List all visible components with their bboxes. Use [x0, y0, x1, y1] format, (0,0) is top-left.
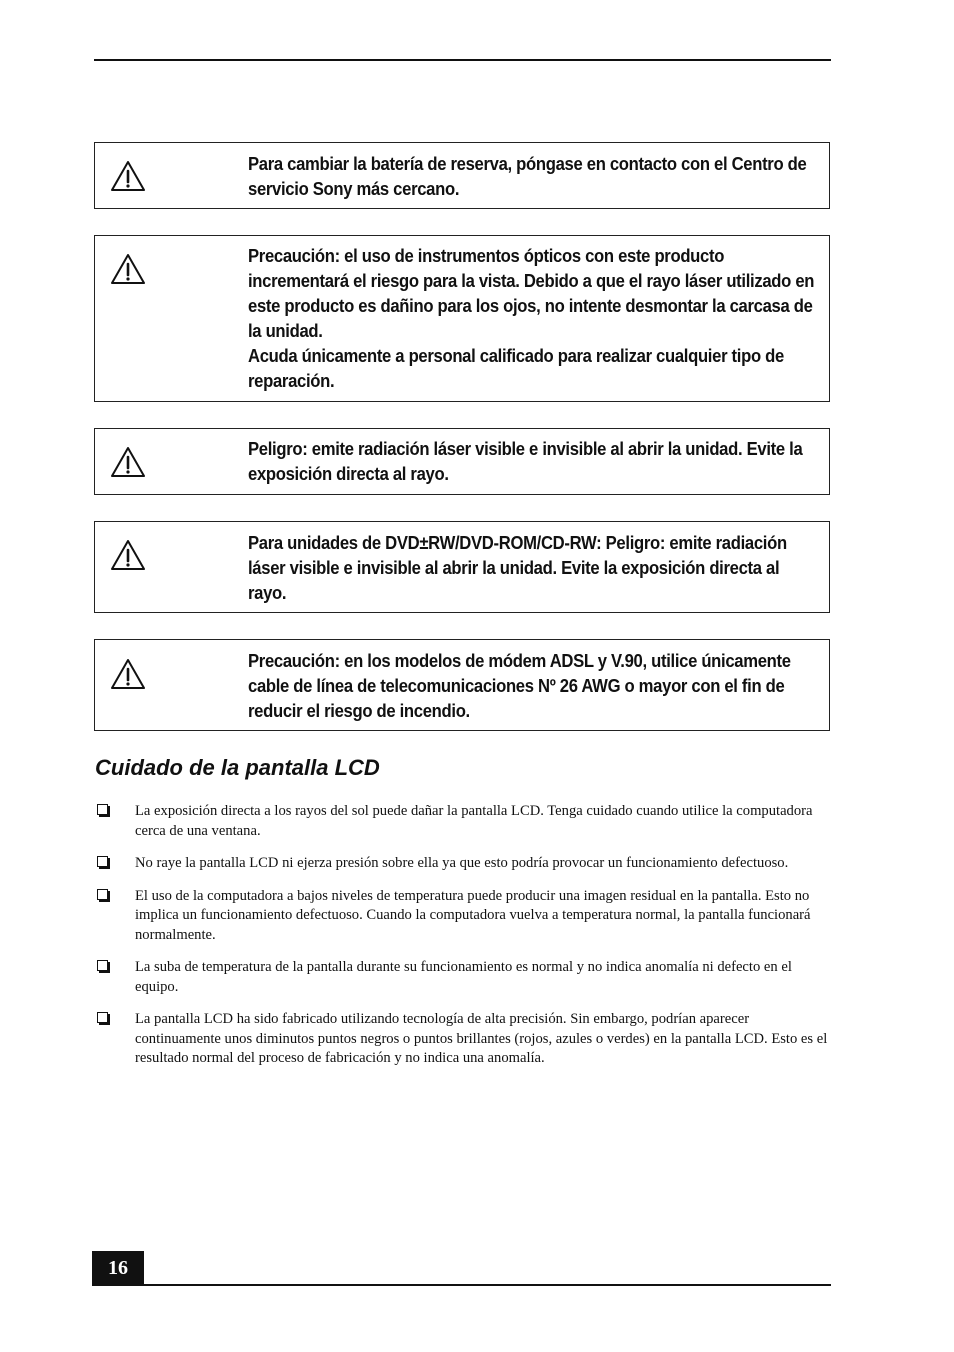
warning-triangle-icon [110, 446, 146, 478]
warning-text: Para cambiar la batería de reserva, póngase en contacto con el Centro de servicio Sony más cercano. [248, 153, 807, 199]
warning-triangle-icon [110, 253, 146, 285]
warning-text: Precaución: en los modelos de módem ADSL y V.90, utilice únicamente cable de línea de telecomunicaciones Nº 26 AWG o mayor con el fin de reducir el riesgo de incendio. [248, 650, 791, 721]
warning-triangle-icon [110, 160, 146, 192]
list-item [94, 854, 834, 874]
page-number: 16 [92, 1251, 144, 1286]
checkbox-bullet-icon [97, 856, 108, 867]
list-item-text: La pantalla LCD ha sido fabricado utilizando tecnología de alta precisión. Sin embargo, podrían aparecer continuamente unos diminutos puntos negros o puntos brillantes (rojos, azules o verdes) en la pantalla LCD. Esto es el resultado normal del proceso de fabricación y no indica una anomalía. [135, 1011, 828, 1066]
warning-triangle-icon [110, 658, 146, 690]
list-item-text: No raye la pantalla LCD ni ejerza presión sobre ella ya que esto podría provocar un funcionamiento defectuoso. [135, 855, 789, 871]
warning-text: Peligro: emite radiación láser visible e invisible al abrir la unidad. Evite la exposición directa al rayo. [248, 438, 803, 484]
warning-box-laser [94, 428, 830, 495]
warning-box-dvd-laser [94, 521, 830, 613]
list-item-text: El uso de la computadora a bajos niveles de temperatura puede producir una imagen residual en la pantalla. Esto no implica un funcionamiento defectuoso. Cuando la computadora vuelva a temperatura normal, la pantalla funcionará normalmente. [135, 887, 811, 943]
warning-text: Para unidades de DVD±RW/DVD-ROM/CD-RW: Peligro: emite radiación láser visible e invisible al abrir la unidad. Evite la exposición directa al rayo. [248, 532, 787, 603]
checkbox-bullet-icon [97, 960, 108, 971]
warning-box-optical [94, 235, 830, 402]
header-rule [94, 59, 831, 61]
list-item [94, 887, 834, 946]
footer-rule [94, 1284, 831, 1286]
warning-box-modem-cable [94, 639, 830, 731]
checkbox-bullet-icon [97, 804, 108, 815]
list-item-text: La suba de temperatura de la pantalla durante su funcionamiento es normal y no indica anomalía ni defecto en el equipo. [135, 959, 792, 995]
section-title: Cuidado de la pantalla LCD [95, 755, 380, 780]
checkbox-bullet-icon [97, 889, 108, 900]
list-item [94, 802, 834, 841]
warning-text: Precaución: el uso de instrumentos ópticos con este producto incrementará el riesgo para la vista. Debido a que el rayo láser utilizado en este producto es dañino para los ojos, no intente desmontar la carcasa de la unidad. Acuda únicamente a personal calificado para realizar cualquier tipo de reparación. [248, 245, 815, 391]
list-item [94, 1010, 834, 1069]
warning-box-backup-battery [94, 142, 830, 209]
lcd-care-list [94, 802, 834, 1082]
warning-triangle-icon [110, 539, 146, 571]
list-item [94, 958, 834, 997]
list-item-text: La exposición directa a los rayos del sol puede dañar la pantalla LCD. Tenga cuidado cuando utilice la computadora cerca de una ventana. [135, 803, 813, 839]
checkbox-bullet-icon [97, 1012, 108, 1023]
